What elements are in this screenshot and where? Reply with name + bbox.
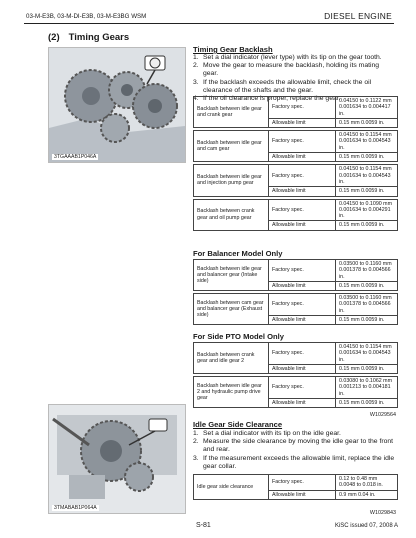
limit-value: 0.15 mm 0.0059 in. bbox=[336, 281, 398, 290]
table-row bbox=[194, 343, 398, 365]
spec-value: 0.04150 to 0.1154 mm 0.001634 to 0.004543 in. bbox=[336, 165, 398, 187]
spec-value: 0.04150 to 0.1122 mm 0.001634 to 0.004417 in. bbox=[336, 97, 398, 119]
spec-value: 0.04150 to 0.1154 mm 0.001634 to 0.004543 in. bbox=[336, 131, 398, 153]
limit-kind: Allowable limit bbox=[269, 281, 336, 290]
spec-item: Backlash between idle gear and injection pump gear bbox=[194, 165, 269, 196]
step-item: 1. Set a dial indicator (lever type) with its tip on the gear tooth. bbox=[193, 54, 382, 61]
limit-value: 0.9 mm 0.04 in. bbox=[336, 490, 398, 499]
section-title bbox=[48, 32, 129, 43]
limit-kind: Allowable limit bbox=[269, 153, 336, 162]
spec-value: 0.04150 to 0.1154 mm 0.001634 to 0.004543 in. bbox=[336, 343, 398, 365]
spec-value: 0.12 to 0.48 mm 0.0048 to 0.018 in. bbox=[336, 475, 398, 491]
spec-item: Backlash between idle gear 2 and hydraulic pump drive gear bbox=[194, 377, 269, 408]
reference-code: W1029564 bbox=[369, 412, 396, 418]
spec-kind: Factory spec. bbox=[269, 199, 336, 221]
limit-value: 0.15 mm 0.0059 in. bbox=[336, 364, 398, 373]
idle-gear-photo bbox=[48, 404, 186, 514]
step-item: 3. If the backlash exceeds the allowable limit, check the oil clearance of the shafts and the gear. bbox=[193, 78, 372, 94]
table-row bbox=[194, 377, 398, 399]
limit-kind: Allowable limit bbox=[269, 316, 336, 325]
step-item: 4. If the oil clearance is proper, replace the gear. bbox=[193, 95, 341, 103]
limit-value: 0.15 mm 0.0059 in. bbox=[336, 221, 398, 230]
issue-note: KiSC issued 07, 2008 A bbox=[334, 523, 398, 529]
spec-kind: Factory spec. bbox=[269, 131, 336, 153]
limit-value: 0.15 mm 0.0059 in. bbox=[336, 399, 398, 408]
section-number: (2) bbox=[48, 32, 60, 43]
limit-value: 0.15 mm 0.0059 in. bbox=[336, 118, 398, 127]
spec-kind: Factory spec. bbox=[269, 260, 336, 282]
table-row bbox=[194, 131, 398, 153]
page-number: S-81 bbox=[196, 522, 211, 529]
step-item: 1. Set a dial indicator with its tip on the idle gear. bbox=[193, 430, 341, 437]
pto-heading: For Side PTO Model Only bbox=[193, 332, 284, 341]
pto-spec-table bbox=[193, 342, 398, 408]
limit-value: 0.15 mm 0.0059 in. bbox=[336, 316, 398, 325]
limit-value: 0.15 mm 0.0059 in. bbox=[336, 187, 398, 196]
spec-kind: Factory spec. bbox=[269, 377, 336, 399]
limit-kind: Allowable limit bbox=[269, 187, 336, 196]
photo-caption: 3TMABAB1P064A bbox=[54, 505, 97, 511]
step-item: 3. If the measurement exceeds the allowable limit, replace the idle gear collar. bbox=[193, 454, 395, 470]
step-item: 2. Measure the side clearance by moving the idle gear to the front and rear. bbox=[193, 438, 394, 454]
table-row bbox=[194, 260, 398, 282]
section-heading: Timing Gears bbox=[68, 32, 130, 43]
spec-kind: Factory spec. bbox=[269, 165, 336, 187]
limit-kind: Allowable limit bbox=[269, 399, 336, 408]
table-row bbox=[194, 97, 398, 119]
spec-value: 0.03500 to 0.1160 mm 0.001378 to 0.004566 in. bbox=[336, 260, 398, 282]
timing-gear-photo bbox=[48, 47, 186, 163]
header-chapter-title: DIESEL ENGINE bbox=[324, 11, 392, 21]
step-item: 2. Move the gear to measure the backlash, holding its mating gear. bbox=[193, 62, 380, 78]
spec-item: Idle gear side clearance bbox=[194, 475, 269, 500]
spec-kind: Factory spec. bbox=[269, 97, 336, 119]
table-row bbox=[194, 199, 398, 221]
spec-item: Backlash between crank gear and oil pump gear bbox=[194, 199, 269, 230]
spec-kind: Factory spec. bbox=[269, 343, 336, 365]
table-row bbox=[194, 294, 398, 316]
idle-clearance-steps bbox=[193, 430, 395, 471]
header-rule bbox=[24, 23, 394, 24]
spec-value: 0.03500 to 0.1160 mm 0.001378 to 0.004566 in. bbox=[336, 294, 398, 316]
spec-item: Backlash between idle gear and balancer gear (Intake side) bbox=[194, 260, 269, 291]
spec-item: Backlash between crank gear and idle gear 2 bbox=[194, 343, 269, 374]
spec-item: Backlash between cam gear and balancer gear (Exhaust side) bbox=[194, 294, 269, 325]
spec-item: Backlash between idle gear and cam gear bbox=[194, 131, 269, 162]
balancer-heading: For Balancer Model Only bbox=[193, 249, 283, 258]
idle-clearance-spec-table bbox=[193, 474, 398, 500]
spec-kind: Factory spec. bbox=[269, 294, 336, 316]
table-row bbox=[194, 475, 398, 491]
limit-kind: Allowable limit bbox=[269, 490, 336, 499]
backlash-spec-table bbox=[193, 96, 398, 231]
spec-item: Backlash between idle gear and crank gear bbox=[194, 97, 269, 128]
limit-kind: Allowable limit bbox=[269, 118, 336, 127]
idle-gear-illustration bbox=[49, 405, 185, 513]
limit-kind: Allowable limit bbox=[269, 221, 336, 230]
limit-value: 0.15 mm 0.0059 in. bbox=[336, 153, 398, 162]
reference-code: W1029843 bbox=[369, 510, 396, 516]
spec-value: 0.03080 to 0.1062 mm 0.001213 to 0.004181 in. bbox=[336, 377, 398, 399]
balancer-spec-table bbox=[193, 259, 398, 325]
header-manual-codes: 03-M-E3B, 03-M-DI-E3B, 03-M-E3BG WSM bbox=[26, 13, 147, 20]
idle-clearance-heading: Idle Gear Side Clearance bbox=[193, 420, 283, 429]
timing-gear-illustration bbox=[49, 48, 185, 162]
table-row bbox=[194, 165, 398, 187]
limit-kind: Allowable limit bbox=[269, 364, 336, 373]
spec-value: 0.04150 to 0.1090 mm 0.001634 to 0.004291 in. bbox=[336, 199, 398, 221]
spec-kind: Factory spec. bbox=[269, 475, 336, 491]
backlash-heading: Timing Gear Backlash bbox=[193, 45, 273, 54]
photo-caption: 3TGAAAB1P046A bbox=[54, 154, 97, 160]
